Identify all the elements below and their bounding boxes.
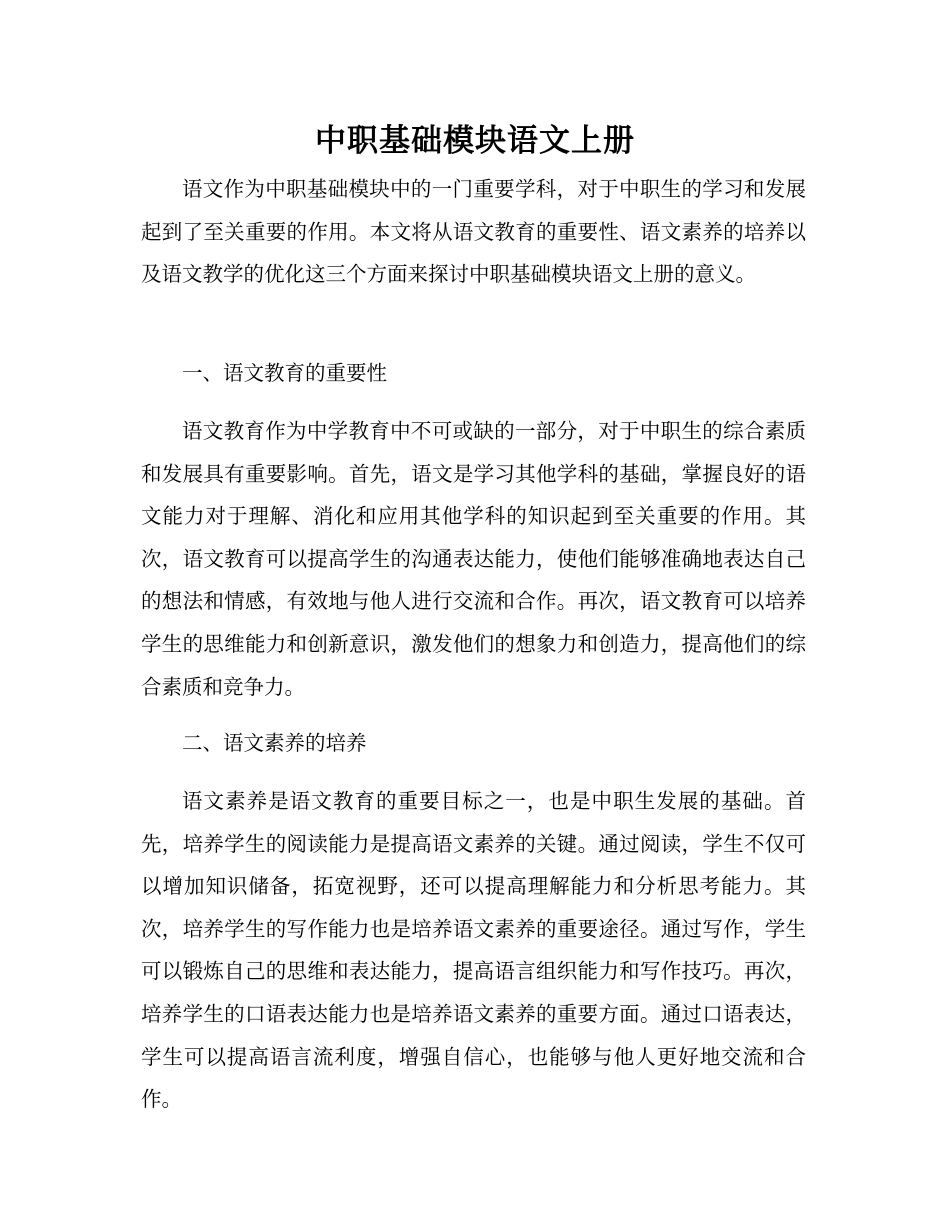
section-heading-1: 一、语文教育的重要性 xyxy=(182,361,387,385)
section-paragraph-2: 语文素养是语文教育的重要目标之一，也是中职生发展的基础。首先，培养学生的阅读能力是提高语文素养的关键。通过阅读，学生不仅可以增加知识储备，拓宽视野，还可以提高理解能力和分析思考能力。其次，培养学生的写作能力也是培养语文素养的重要途径。通过写作，学生可以锻炼自己的思维和表达能力，提高语言组织能力和写作技巧。再次，培养学生的口语表达能力也是培养语文素养的重要方面。通过口语表达，学生可以提高语言流利度，增强自信心，也能够与他人更好地交流和合作。 xyxy=(141,789,806,1112)
document-title: 中职基础模块语文上册 xyxy=(315,122,635,159)
section-heading-2: 二、语文素养的培养 xyxy=(182,731,367,755)
intro-paragraph: 语文作为中职基础模块中的一门重要学科，对于中职生的学习和发展起到了至关重要的作用。本文将从语文教育的重要性、语文素养的培养以及语文教学的优化这三个方面来探讨中职基础模块语文上册的意义。 xyxy=(141,177,806,287)
section-paragraph-1: 语文教育作为中学教育中不可或缺的一部分，对于中职生的综合素质和发展具有重要影响。首先，语文是学习其他学科的基础，掌握良好的语文能力对于理解、消化和应用其他学科的知识起到至关重要的作用。其次，语文教育可以提高学生的沟通表达能力，使他们能够准确地表达自己的想法和情感，有效地与他人进行交流和合作。再次，语文教育可以培养学生的思维能力和创新意识，激发他们的想象力和创造力，提高他们的综合素质和竞争力。 xyxy=(141,419,806,699)
